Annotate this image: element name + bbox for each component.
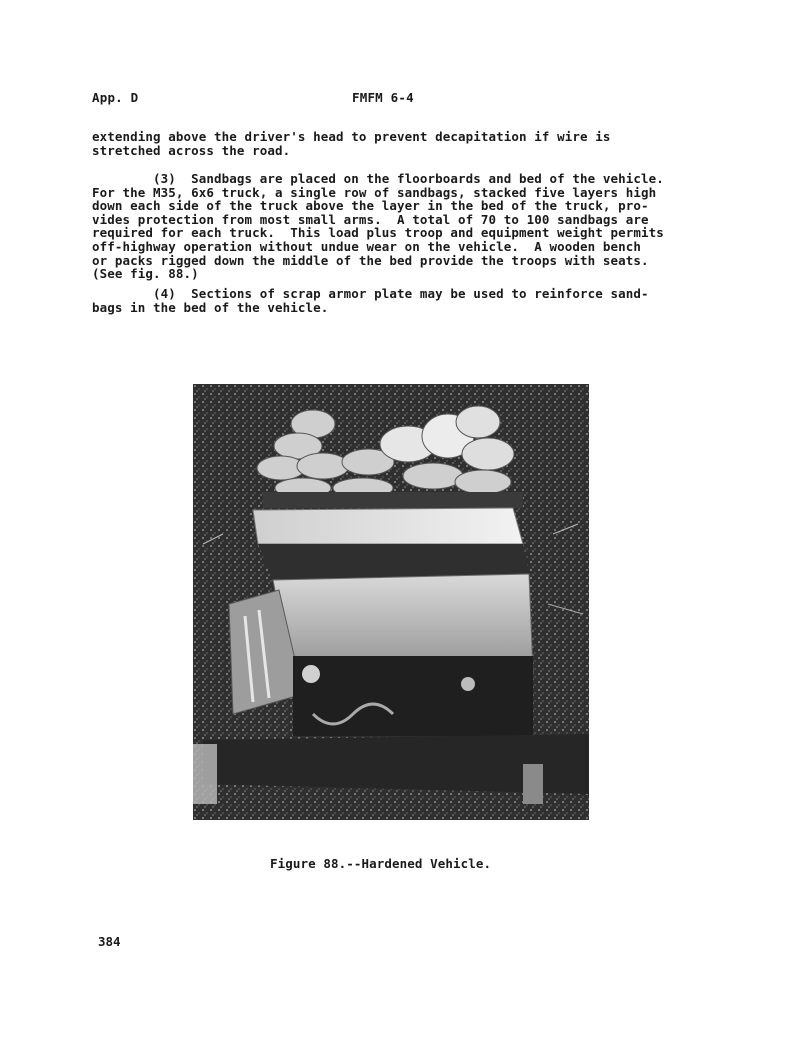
paragraph-4-armor-plate: (4) Sections of scrap armor plate may be used to reinforce sand- bags in the bed of the vehicle.: [92, 286, 649, 315]
header-manual-id: FMFM 6-4: [352, 90, 414, 105]
paragraph-continuation: extending above the driver's head to prevent decapitation if wire is stretched across the road.: [92, 129, 611, 158]
page-number: 384: [98, 934, 121, 949]
header-appendix-label: App. D: [92, 90, 139, 105]
hardened-vehicle-photo: [193, 384, 589, 820]
figure-caption: Figure 88.--Hardened Vehicle.: [270, 856, 492, 871]
paragraph-3-sandbags: (3) Sandbags are placed on the floorboards and bed of the vehicle. For the M35, 6x6 truck, a single row of sandbags, stacked five layers high down each side of the truck above the layer in the bed of the truck, pro- vides protection from most small arms. A total of 70 to 100 sandbags are required for each truck. This load plus troop and equipment weight permits off-highway operation without undue wear on the vehicle. A wooden bench or packs rigged down the middle of the bed provide the troops with seats. (See fig. 88.): [92, 171, 664, 282]
